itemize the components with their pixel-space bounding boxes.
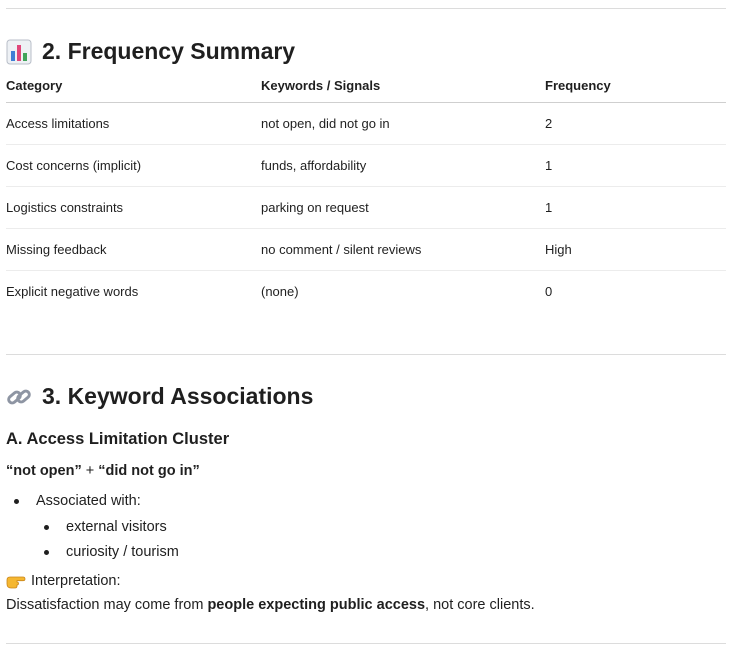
table-cell-frequency: 2	[545, 102, 726, 144]
table-header-row	[6, 78, 726, 102]
interpretation-post: , not core clients.	[425, 597, 535, 613]
table-cell-keywords: (none)	[261, 283, 299, 299]
association-list	[6, 491, 179, 565]
table-cell-keywords: not open, did not go in	[261, 102, 545, 144]
table-cell-keywords: no comment / silent reviews	[261, 228, 545, 270]
frequency-table	[6, 78, 726, 312]
interpretation-pre: Dissatisfaction may come from	[6, 597, 208, 613]
keyword-phrase-b: “did not go in”	[98, 463, 200, 479]
table-cell-frequency: High	[545, 228, 726, 270]
table-cell-category: Access limitations	[6, 102, 261, 144]
table-cell-frequency: 0	[545, 283, 553, 299]
plus-sign: +	[81, 463, 99, 479]
table-cell-category: Cost concerns (implicit)	[6, 144, 261, 186]
keyword-pair	[6, 463, 200, 479]
interpretation-label	[6, 572, 120, 590]
bar-chart-icon	[6, 39, 32, 65]
section-title: 3. Keyword Associations	[42, 383, 314, 409]
table-row	[6, 270, 726, 312]
column-header-category: Category	[6, 78, 261, 102]
table-cell-category: Missing feedback	[6, 228, 261, 270]
column-header-keywords: Keywords / Signals	[261, 78, 545, 102]
interpretation-emphasis: people expecting public access	[207, 597, 426, 613]
column-header-frequency: Frequency	[545, 78, 726, 102]
table-cell-frequency: 1	[545, 186, 726, 228]
list-item-label: Associated with:	[36, 493, 141, 509]
list-item: external visitors	[36, 515, 179, 540]
table-cell-keywords: funds, affordability	[261, 144, 545, 186]
keyword-phrase-a: “not open”	[6, 463, 82, 479]
table-cell-keywords: parking on request	[261, 186, 545, 228]
interpretation-label-text: Interpretation:	[31, 573, 121, 589]
section-title: 2. Frequency Summary	[42, 38, 296, 64]
table-row	[6, 228, 726, 270]
section-heading-frequency-summary	[6, 38, 295, 65]
list-item	[6, 491, 179, 565]
interpretation-text	[6, 597, 535, 613]
table-row	[6, 102, 726, 144]
list-item: curiosity / tourism	[36, 540, 179, 565]
divider-middle	[6, 354, 726, 355]
table-cell-category: Logistics constraints	[6, 186, 261, 228]
table-row	[6, 186, 726, 228]
association-sublist	[36, 515, 179, 565]
table-cell-frequency: 1	[545, 144, 726, 186]
divider-bottom	[6, 643, 726, 644]
subsection-heading: A. Access Limitation Cluster	[6, 430, 230, 448]
pointing-hand-icon	[6, 572, 26, 590]
divider-top	[6, 8, 726, 9]
section-heading-keyword-associations	[6, 383, 313, 410]
table-row	[6, 144, 726, 186]
table-cell-category: Explicit negative words	[6, 283, 139, 299]
link-icon	[6, 384, 32, 410]
